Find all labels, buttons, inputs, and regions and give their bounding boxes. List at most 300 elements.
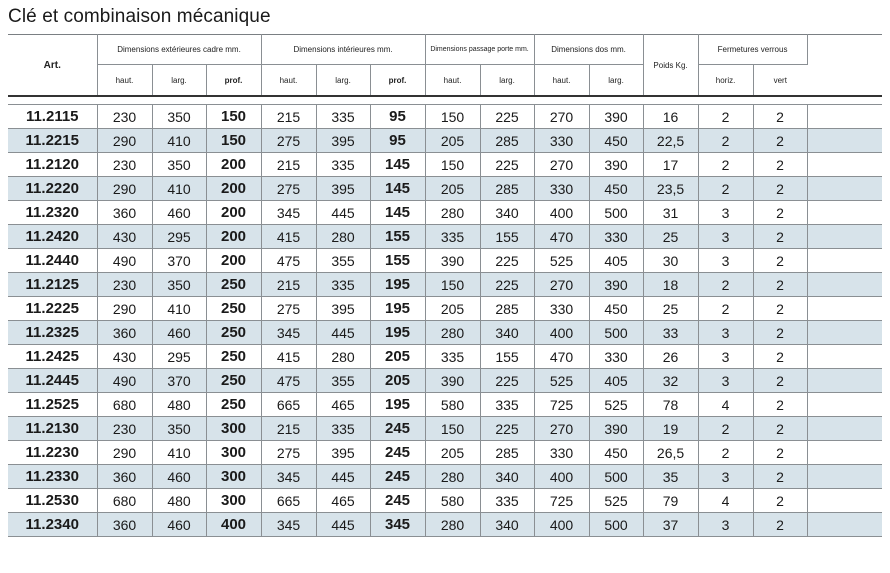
table-cell: 300 (206, 417, 261, 441)
table-cell: 2 (698, 273, 753, 297)
table-cell: 2 (753, 105, 807, 129)
table-cell: 2 (753, 249, 807, 273)
subheader-ext-prof: prof. (206, 65, 261, 97)
table-cell: 270 (534, 105, 589, 129)
empty-cell (807, 369, 882, 393)
table-cell: 340 (480, 321, 534, 345)
subheader-int-prof: prof. (370, 65, 425, 97)
table-cell: 400 (534, 201, 589, 225)
table-cell: 19 (643, 417, 698, 441)
table-row (8, 441, 882, 465)
table-cell: 2 (753, 153, 807, 177)
table-cell: 460 (152, 201, 206, 225)
table-cell: 2 (698, 153, 753, 177)
table-cell: 215 (261, 153, 316, 177)
table-cell: 410 (152, 129, 206, 153)
table-cell: 350 (152, 417, 206, 441)
table-cell: 200 (206, 225, 261, 249)
table-cell: 330 (534, 297, 589, 321)
header-locks: Fermetures verrous (698, 35, 807, 65)
article-cell: 11.2115 (8, 105, 97, 129)
table-row (8, 489, 882, 513)
table-cell: 525 (534, 369, 589, 393)
article-cell: 11.2420 (8, 225, 97, 249)
table-cell: 500 (589, 513, 643, 537)
table-cell: 295 (152, 225, 206, 249)
table-cell: 525 (534, 249, 589, 273)
table-cell: 340 (480, 513, 534, 537)
table-cell: 2 (698, 105, 753, 129)
table-cell: 300 (206, 465, 261, 489)
table-cell: 30 (643, 249, 698, 273)
empty-cell (807, 345, 882, 369)
table-cell: 215 (261, 105, 316, 129)
table-cell: 460 (152, 465, 206, 489)
table-cell: 230 (97, 273, 152, 297)
table-row (8, 321, 882, 345)
table-cell: 290 (97, 177, 152, 201)
empty-cell (807, 105, 882, 129)
table-cell: 2 (753, 441, 807, 465)
table-cell: 280 (316, 225, 370, 249)
table-cell: 285 (480, 129, 534, 153)
table-cell: 200 (206, 153, 261, 177)
table-row (8, 177, 882, 201)
table-cell: 205 (370, 369, 425, 393)
table-cell: 400 (534, 465, 589, 489)
table-cell: 295 (152, 345, 206, 369)
table-cell: 150 (425, 105, 480, 129)
product-table (8, 34, 882, 537)
table-cell: 150 (425, 273, 480, 297)
table-cell: 2 (753, 369, 807, 393)
table-cell: 95 (370, 129, 425, 153)
table-cell: 330 (589, 345, 643, 369)
table-cell: 230 (97, 153, 152, 177)
table-cell: 285 (480, 441, 534, 465)
table-cell: 2 (753, 465, 807, 489)
table-cell: 360 (97, 201, 152, 225)
table-cell: 2 (753, 489, 807, 513)
empty-cell (807, 225, 882, 249)
table-cell: 275 (261, 129, 316, 153)
table-cell: 250 (206, 321, 261, 345)
table-cell: 395 (316, 297, 370, 321)
table-cell: 395 (316, 129, 370, 153)
table-cell: 79 (643, 489, 698, 513)
table-cell: 25 (643, 297, 698, 321)
table-cell: 400 (534, 513, 589, 537)
table-cell: 250 (206, 273, 261, 297)
article-cell: 11.2120 (8, 153, 97, 177)
subheader-door-haut: haut. (425, 65, 480, 97)
article-cell: 11.2445 (8, 369, 97, 393)
table-cell: 150 (206, 129, 261, 153)
empty-cell (807, 249, 882, 273)
table-cell: 430 (97, 225, 152, 249)
table-cell: 395 (316, 177, 370, 201)
table-cell: 2 (753, 177, 807, 201)
table-cell: 335 (480, 393, 534, 417)
table-cell: 270 (534, 153, 589, 177)
table-cell: 525 (589, 393, 643, 417)
table-cell: 665 (261, 489, 316, 513)
table-cell: 390 (589, 273, 643, 297)
table-cell: 195 (370, 321, 425, 345)
empty-cell (807, 417, 882, 441)
subheader-int-larg: larg. (316, 65, 370, 97)
table-cell: 335 (316, 105, 370, 129)
table-row (8, 105, 882, 129)
table-cell: 725 (534, 489, 589, 513)
table-cell: 2 (753, 345, 807, 369)
table-cell: 200 (206, 177, 261, 201)
table-cell: 525 (589, 489, 643, 513)
table-cell: 3 (698, 321, 753, 345)
table-cell: 3 (698, 369, 753, 393)
table-cell: 285 (480, 297, 534, 321)
table-cell: 410 (152, 177, 206, 201)
table-cell: 680 (97, 393, 152, 417)
table-cell: 195 (370, 297, 425, 321)
table-cell: 205 (370, 345, 425, 369)
table-cell: 275 (261, 177, 316, 201)
header-separator (8, 96, 882, 105)
table-cell: 26,5 (643, 441, 698, 465)
table-cell: 155 (370, 225, 425, 249)
table-cell: 155 (480, 345, 534, 369)
table-cell: 410 (152, 297, 206, 321)
table-cell: 280 (425, 465, 480, 489)
table-row (8, 153, 882, 177)
table-cell: 450 (589, 297, 643, 321)
empty-cell (807, 393, 882, 417)
table-cell: 330 (589, 225, 643, 249)
table-cell: 195 (370, 273, 425, 297)
table-cell: 2 (753, 273, 807, 297)
table-cell: 145 (370, 201, 425, 225)
article-cell: 11.2330 (8, 465, 97, 489)
table-cell: 26 (643, 345, 698, 369)
table-cell: 475 (261, 369, 316, 393)
table-cell: 270 (534, 273, 589, 297)
table-cell: 475 (261, 249, 316, 273)
table-row (8, 201, 882, 225)
table-cell: 2 (698, 417, 753, 441)
table-cell: 205 (425, 297, 480, 321)
table-cell: 280 (425, 513, 480, 537)
header-ext-dimensions: Dimensions extérieures cadre mm. (97, 35, 261, 65)
table-cell: 32 (643, 369, 698, 393)
header-art: Art. (8, 35, 97, 97)
table-cell: 275 (261, 441, 316, 465)
table-cell: 360 (97, 513, 152, 537)
table-cell: 22,5 (643, 129, 698, 153)
table-cell: 2 (753, 321, 807, 345)
table-cell: 345 (261, 513, 316, 537)
table-cell: 18 (643, 273, 698, 297)
table-cell: 290 (97, 297, 152, 321)
table-row (8, 129, 882, 153)
table-cell: 285 (480, 177, 534, 201)
article-cell: 11.2125 (8, 273, 97, 297)
table-cell: 390 (589, 153, 643, 177)
table-cell: 335 (425, 345, 480, 369)
table-cell: 225 (480, 249, 534, 273)
table-cell: 445 (316, 321, 370, 345)
table-cell: 445 (316, 513, 370, 537)
table-cell: 145 (370, 177, 425, 201)
table-cell: 205 (425, 129, 480, 153)
table-cell: 335 (425, 225, 480, 249)
table-row (8, 297, 882, 321)
table-cell: 250 (206, 369, 261, 393)
table-cell: 345 (370, 513, 425, 537)
table-cell: 225 (480, 273, 534, 297)
article-cell: 11.2225 (8, 297, 97, 321)
table-row (8, 225, 882, 249)
table-cell: 345 (261, 465, 316, 489)
table-cell: 350 (152, 273, 206, 297)
table-cell: 300 (206, 489, 261, 513)
table-header (8, 35, 882, 97)
table-cell: 225 (480, 417, 534, 441)
table-cell: 25 (643, 225, 698, 249)
table-cell: 245 (370, 417, 425, 441)
table-cell: 280 (425, 201, 480, 225)
empty-cell (807, 441, 882, 465)
table-cell: 2 (753, 393, 807, 417)
empty-cell (807, 177, 882, 201)
table-cell: 200 (206, 249, 261, 273)
table-row (8, 369, 882, 393)
table-cell: 215 (261, 273, 316, 297)
table-cell: 2 (753, 297, 807, 321)
table-cell: 290 (97, 441, 152, 465)
table-cell: 280 (316, 345, 370, 369)
table-cell: 2 (698, 177, 753, 201)
table-cell: 500 (589, 321, 643, 345)
table-cell: 2 (753, 225, 807, 249)
table-cell: 405 (589, 369, 643, 393)
table-cell: 500 (589, 201, 643, 225)
table-cell: 2 (753, 129, 807, 153)
table-cell: 340 (480, 465, 534, 489)
table-cell: 2 (698, 441, 753, 465)
table-cell: 225 (480, 369, 534, 393)
article-cell: 11.2525 (8, 393, 97, 417)
table-cell: 445 (316, 465, 370, 489)
table-cell: 2 (698, 297, 753, 321)
table-cell: 350 (152, 153, 206, 177)
table-cell: 330 (534, 177, 589, 201)
table-cell: 150 (425, 417, 480, 441)
table-cell: 78 (643, 393, 698, 417)
table-cell: 480 (152, 393, 206, 417)
table-cell: 150 (206, 105, 261, 129)
table-cell: 2 (753, 417, 807, 441)
table-cell: 280 (425, 321, 480, 345)
table-cell: 335 (480, 489, 534, 513)
table-cell: 480 (152, 489, 206, 513)
table-cell: 2 (698, 129, 753, 153)
table-cell: 370 (152, 369, 206, 393)
article-cell: 11.2325 (8, 321, 97, 345)
header-back-dimensions: Dimensions dos mm. (534, 35, 643, 65)
table-cell: 95 (370, 105, 425, 129)
table-cell: 225 (480, 105, 534, 129)
article-cell: 11.2530 (8, 489, 97, 513)
table-cell: 17 (643, 153, 698, 177)
header-weight: Poids Kg. (643, 35, 698, 97)
table-cell: 400 (534, 321, 589, 345)
subheader-door-larg: larg. (480, 65, 534, 97)
table-cell: 37 (643, 513, 698, 537)
empty-cell (807, 129, 882, 153)
empty-cell (807, 273, 882, 297)
table-cell: 250 (206, 297, 261, 321)
article-cell: 11.2425 (8, 345, 97, 369)
subheader-ext-larg: larg. (152, 65, 206, 97)
table-cell: 250 (206, 345, 261, 369)
table-cell: 580 (425, 489, 480, 513)
empty-cell (807, 489, 882, 513)
table-cell: 150 (425, 153, 480, 177)
table-cell: 355 (316, 369, 370, 393)
header-door-dimensions: Dimensions passage porte mm. (425, 35, 534, 65)
table-cell: 470 (534, 345, 589, 369)
table-row (8, 393, 882, 417)
table-cell: 450 (589, 441, 643, 465)
table-cell: 415 (261, 225, 316, 249)
subheader-horiz: horiz. (698, 65, 753, 97)
table-cell: 390 (425, 249, 480, 273)
table-cell: 23,5 (643, 177, 698, 201)
table-cell: 200 (206, 201, 261, 225)
table-cell: 465 (316, 489, 370, 513)
empty-cell (807, 321, 882, 345)
table-cell: 460 (152, 321, 206, 345)
table-cell: 330 (534, 441, 589, 465)
table-cell: 3 (698, 225, 753, 249)
table-cell: 360 (97, 465, 152, 489)
table-row (8, 273, 882, 297)
table-cell: 250 (206, 393, 261, 417)
table-cell: 355 (316, 249, 370, 273)
table-cell: 290 (97, 129, 152, 153)
table-cell: 245 (370, 465, 425, 489)
table-cell: 205 (425, 441, 480, 465)
table-cell: 345 (261, 201, 316, 225)
table-cell: 725 (534, 393, 589, 417)
table-cell: 215 (261, 417, 316, 441)
header-int-dimensions: Dimensions intérieures mm. (261, 35, 425, 65)
table-row (8, 465, 882, 489)
table-cell: 31 (643, 201, 698, 225)
table-cell: 430 (97, 345, 152, 369)
table-cell: 3 (698, 201, 753, 225)
table-cell: 340 (480, 201, 534, 225)
table-cell: 395 (316, 441, 370, 465)
table-cell: 580 (425, 393, 480, 417)
table-cell: 360 (97, 321, 152, 345)
table-row (8, 249, 882, 273)
table-cell: 445 (316, 201, 370, 225)
table-cell: 3 (698, 345, 753, 369)
table-cell: 350 (152, 105, 206, 129)
table-cell: 450 (589, 129, 643, 153)
table-cell: 330 (534, 129, 589, 153)
article-cell: 11.2220 (8, 177, 97, 201)
article-cell: 11.2320 (8, 201, 97, 225)
subheader-ext-haut: haut. (97, 65, 152, 97)
table-cell: 460 (152, 513, 206, 537)
table-cell: 410 (152, 441, 206, 465)
table-row (8, 345, 882, 369)
table-cell: 230 (97, 417, 152, 441)
table-cell: 450 (589, 177, 643, 201)
table-cell: 470 (534, 225, 589, 249)
table-cell: 680 (97, 489, 152, 513)
table-cell: 145 (370, 153, 425, 177)
table-cell: 335 (316, 153, 370, 177)
article-cell: 11.2230 (8, 441, 97, 465)
table-cell: 370 (152, 249, 206, 273)
table-cell: 16 (643, 105, 698, 129)
table-cell: 35 (643, 465, 698, 489)
article-cell: 11.2215 (8, 129, 97, 153)
table-cell: 300 (206, 441, 261, 465)
table-body (8, 96, 882, 537)
table-cell: 490 (97, 369, 152, 393)
table-cell: 270 (534, 417, 589, 441)
table-cell: 415 (261, 345, 316, 369)
table-cell: 490 (97, 249, 152, 273)
table-cell: 345 (261, 321, 316, 345)
empty-cell (807, 297, 882, 321)
table-cell: 4 (698, 489, 753, 513)
subheader-vert: vert (773, 75, 787, 85)
table-cell: 195 (370, 393, 425, 417)
table-cell: 225 (480, 153, 534, 177)
table-cell: 400 (206, 513, 261, 537)
subheader-back-larg: larg. (589, 65, 643, 97)
table-cell: 390 (425, 369, 480, 393)
page-title: Clé et combinaison mécanique (8, 6, 271, 27)
table-cell: 390 (589, 105, 643, 129)
table-cell: 245 (370, 489, 425, 513)
subheader-back-haut: haut. (534, 65, 589, 97)
empty-cell (807, 153, 882, 177)
table-cell: 2 (753, 201, 807, 225)
article-cell: 11.2340 (8, 513, 97, 537)
table-cell: 500 (589, 465, 643, 489)
table-cell: 205 (425, 177, 480, 201)
table-cell: 155 (370, 249, 425, 273)
empty-cell (807, 513, 882, 537)
table-cell: 2 (753, 513, 807, 537)
empty-cell (807, 201, 882, 225)
table-cell: 155 (480, 225, 534, 249)
table-row (8, 513, 882, 537)
table-cell: 33 (643, 321, 698, 345)
table-cell: 230 (97, 105, 152, 129)
empty-cell (807, 465, 882, 489)
table-cell: 390 (589, 417, 643, 441)
table-cell: 275 (261, 297, 316, 321)
article-cell: 11.2440 (8, 249, 97, 273)
table-cell: 3 (698, 513, 753, 537)
